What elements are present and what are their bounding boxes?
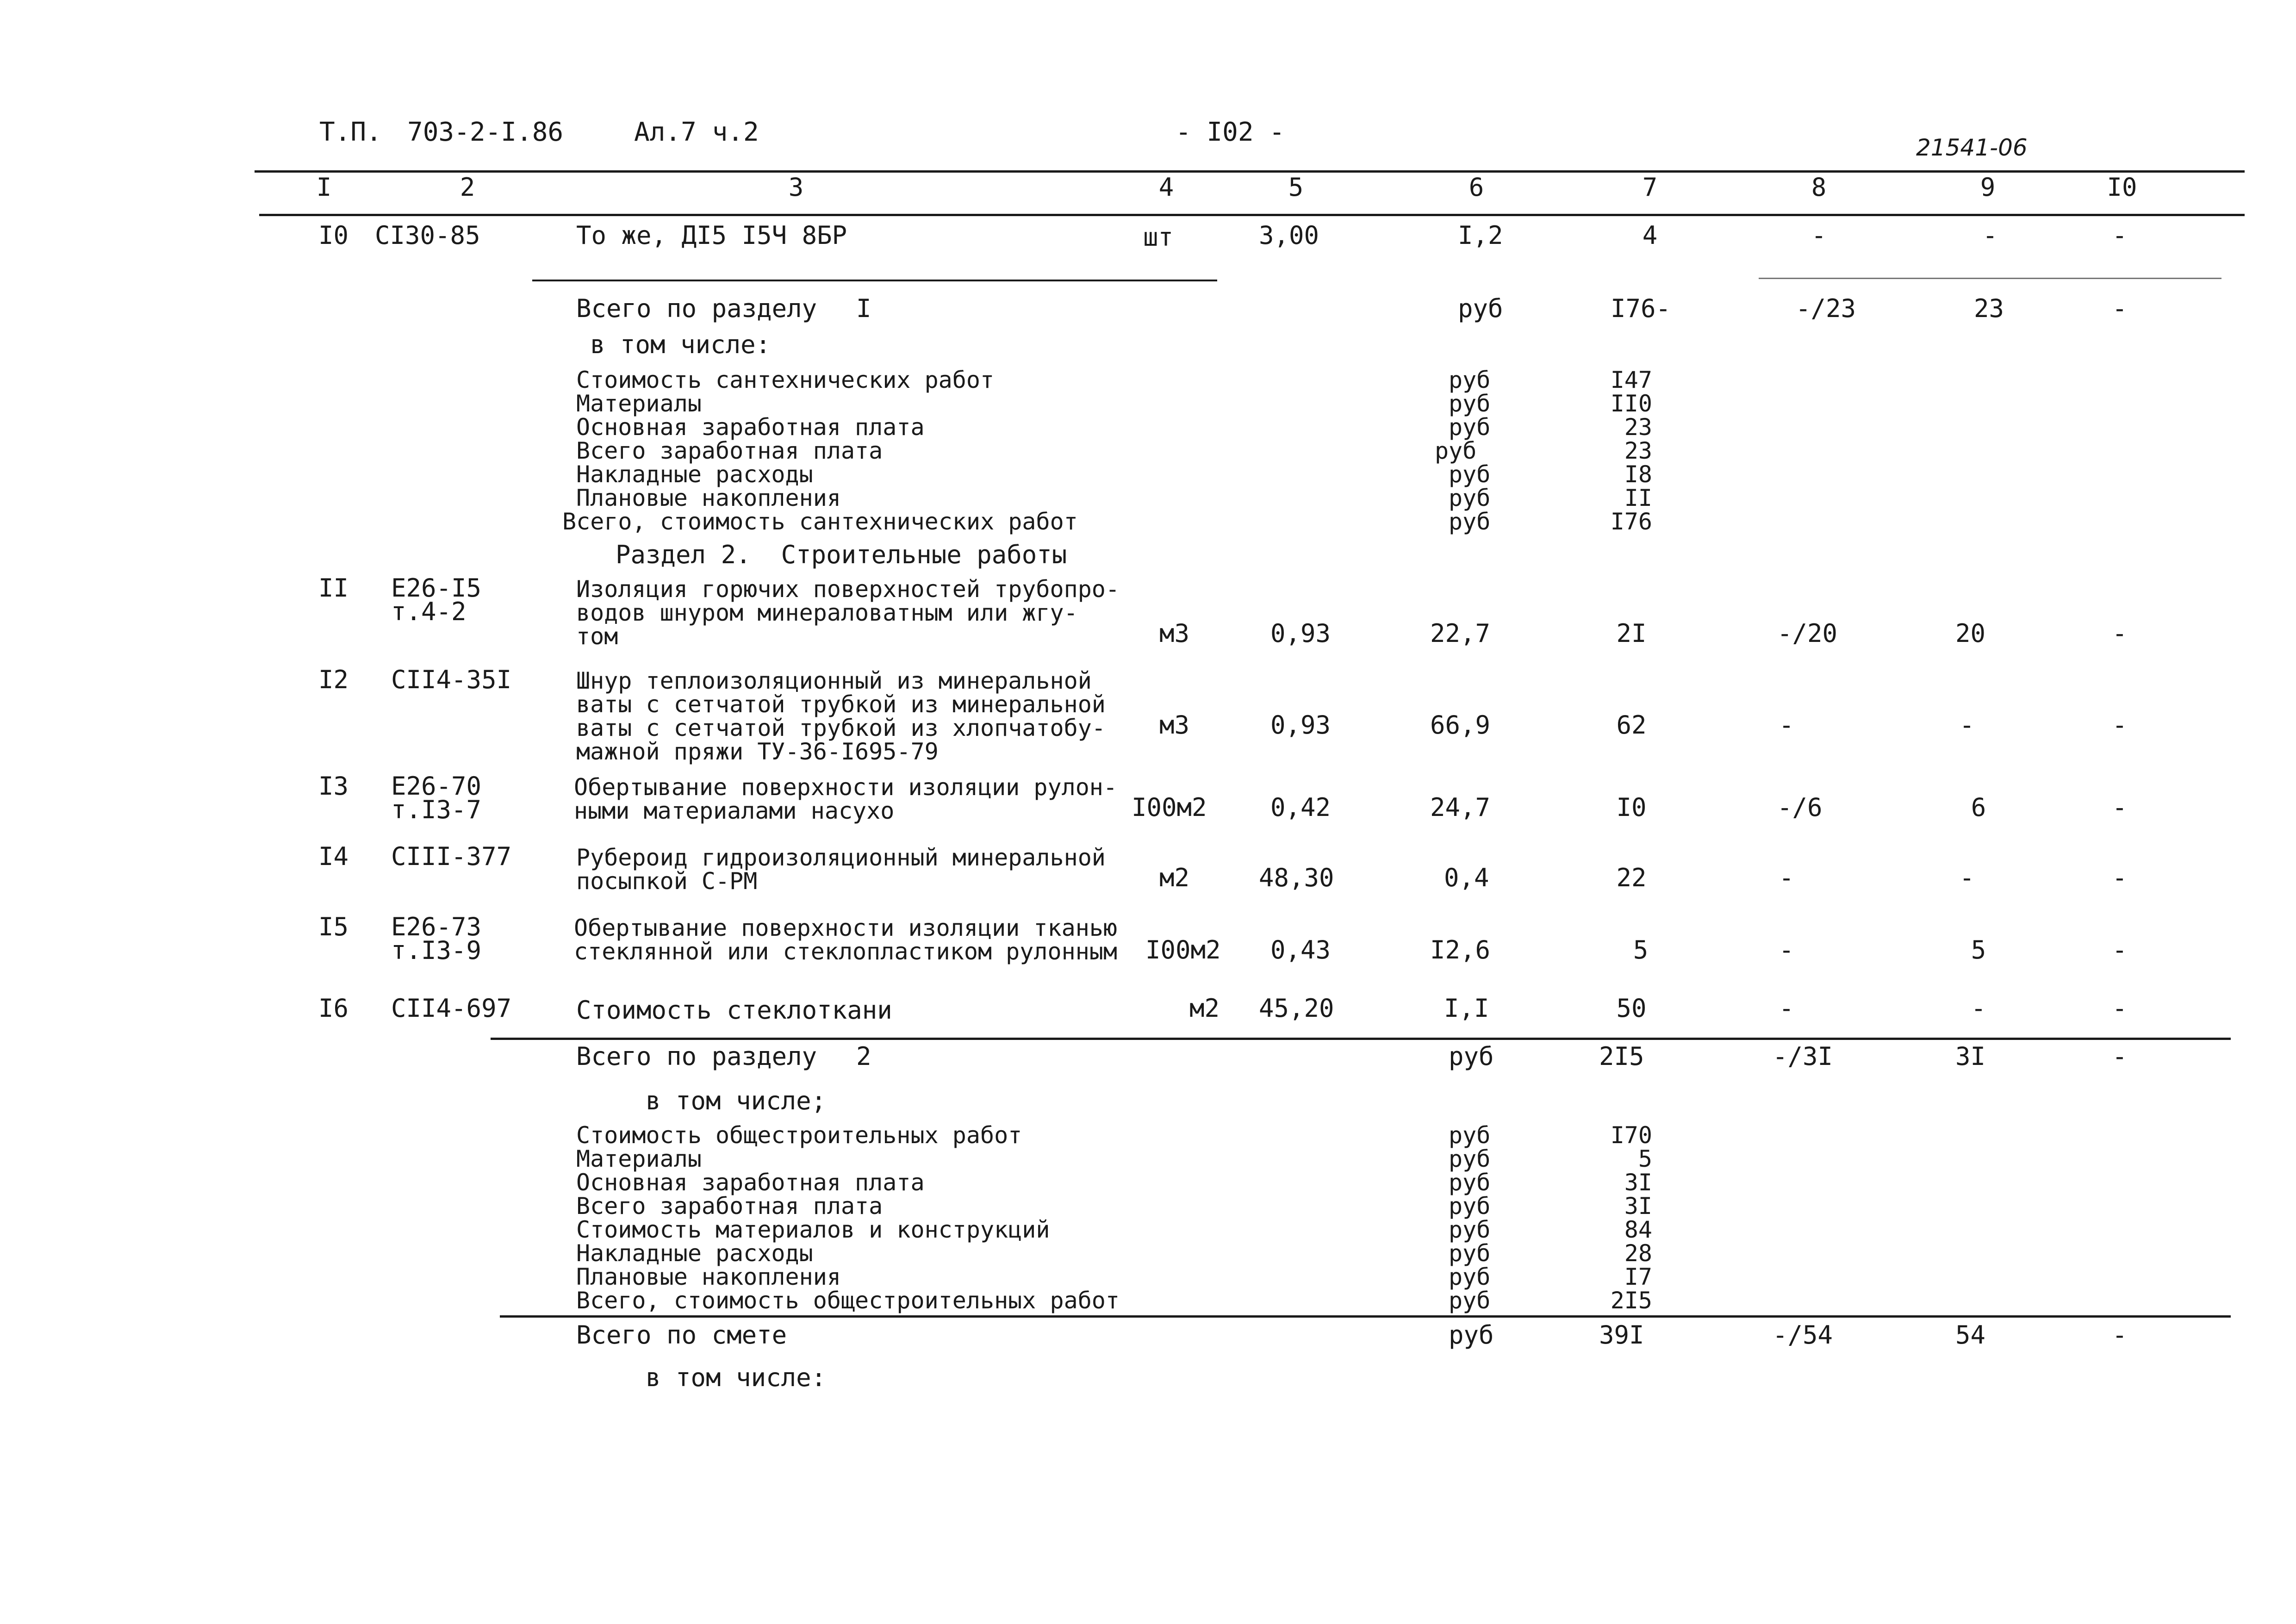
s2-item-unit: руб (1449, 1122, 1491, 1149)
row-unit: I00м2 (1132, 793, 1207, 822)
header-bottom-rule (259, 214, 2245, 216)
row-unit: шт (1143, 223, 1174, 252)
s2-item-value: 3I (1624, 1193, 1652, 1220)
section1-col8: -/23 (1796, 294, 1856, 323)
row-col10: - (2112, 710, 2128, 740)
row-total: I0 (1616, 793, 1647, 822)
s1-item-value: I8 (1624, 461, 1652, 488)
row-total: 4 (1642, 221, 1658, 250)
s2-item-unit: руб (1449, 1263, 1491, 1290)
col-head-6: 6 (1468, 173, 1484, 202)
col-head-9: 9 (1980, 173, 1996, 202)
s1-item-label: Материалы (576, 390, 702, 417)
row-total: 50 (1616, 994, 1647, 1023)
s2-item-label: Плановые накопления (576, 1263, 841, 1290)
s1-item-value: I76 (1610, 508, 1652, 535)
row-number: I2 (318, 665, 349, 694)
s1-item-value: I47 (1610, 367, 1652, 393)
row-name: Изоляция горючих поверхностей трубопро- (576, 576, 1120, 603)
col-head-8: 8 (1811, 173, 1827, 202)
section1-total-label: Всего по разделу (576, 294, 817, 323)
s1-item-value: II (1624, 485, 1652, 511)
row-col8: - (1779, 863, 1794, 892)
s1-item-label: Всего заработная плата (576, 437, 883, 464)
row-name: ваты с сетчатой трубкой из хлопчатобу- (576, 715, 1106, 741)
s2-item-label: Основная заработная плата (576, 1169, 925, 1196)
s2-item-unit: руб (1449, 1193, 1491, 1220)
row-unit: I00м2 (1145, 935, 1221, 964)
row-name: стеклянной или стеклопластиком рулонным (574, 938, 1117, 965)
row-unit: м3 (1159, 710, 1190, 740)
s1-item-label: Стоимость сантехнических работ (576, 367, 995, 393)
row-unit: м3 (1159, 619, 1190, 648)
row-price: 66,9 (1430, 710, 1491, 740)
section-rule (532, 280, 1217, 281)
col-head-3: 3 (788, 173, 804, 202)
section1-total: I76- (1611, 294, 1671, 323)
row-code: СI30-85 (375, 221, 480, 250)
row-qty: 48,30 (1259, 863, 1334, 892)
project-number: 703-2-I.86 (407, 117, 564, 147)
section-rule (500, 1315, 2231, 1318)
row-col10: - (2112, 935, 2128, 964)
row-col9: - (1959, 863, 1975, 892)
estimate-incl: в том числе: (646, 1363, 827, 1392)
section2-heading: Раздел 2. Строительные работы (616, 540, 1067, 569)
estimate-col8: -/54 (1773, 1320, 1833, 1350)
section1-incl: в том числе: (590, 330, 771, 359)
row-total: 2I (1616, 619, 1647, 648)
row-total: 5 (1633, 935, 1649, 964)
section2-total: 2I5 (1599, 1042, 1644, 1071)
section1-col10: - (2112, 294, 2128, 323)
s2-item-value: I70 (1610, 1122, 1652, 1149)
row-code: Е26-70 (391, 772, 482, 801)
row-qty: 0,93 (1270, 619, 1331, 648)
row-name: Рубероид гидроизоляционный минеральной (576, 844, 1106, 871)
row-col8: -/20 (1777, 619, 1838, 648)
s1-item-value: 23 (1624, 437, 1652, 464)
row-col10: - (2112, 994, 2128, 1023)
row-code: СII4-697 (391, 994, 512, 1023)
row-price: 0,4 (1444, 863, 1489, 892)
section2-col8: -/3I (1773, 1042, 1833, 1071)
row-code: СII4-35I (391, 665, 512, 694)
row-col10: - (2112, 619, 2128, 648)
s1-item-label: Всего, стоимость сантехнических работ (562, 508, 1078, 535)
page-number: - I02 - (1176, 117, 1285, 147)
s1-item-unit: руб (1449, 508, 1491, 535)
row-code: СIII-377 (391, 842, 512, 871)
row-price: 22,7 (1430, 619, 1491, 648)
row-col9: 5 (1971, 935, 1986, 964)
row-col9: 20 (1955, 619, 1986, 648)
row-price: I,I (1444, 994, 1489, 1023)
section2-col10: - (2112, 1042, 2128, 1071)
s1-item-label: Накладные расходы (576, 461, 813, 488)
row-number: I4 (318, 842, 349, 871)
s2-item-value: I7 (1624, 1263, 1652, 1290)
row-number: I3 (318, 772, 349, 801)
row-col10: - (2112, 221, 2128, 250)
row-name: Обертывание поверхности изоляции тканью (574, 915, 1117, 941)
s1-item-label: Плановые накопления (576, 485, 841, 511)
row-col9: - (1959, 710, 1975, 740)
table-top-rule (255, 170, 2245, 173)
archive-stamp: 21541-06 (1916, 134, 2028, 161)
s1-item-unit: руб (1449, 485, 1491, 511)
section1-number: I (856, 294, 871, 323)
s1-item-unit: руб (1449, 367, 1491, 393)
s2-item-unit: руб (1449, 1145, 1491, 1172)
s1-item-unit: руб (1449, 461, 1491, 488)
section-rule (491, 1038, 2231, 1040)
row-col8: -/6 (1777, 793, 1823, 822)
row-name: Шнур теплоизоляционный из минеральной (576, 667, 1092, 694)
row-number: I6 (318, 994, 349, 1023)
row-name: Обертывание поверхности изоляции рулон- (574, 774, 1117, 801)
section-rule (1759, 278, 2221, 279)
row-price: 24,7 (1430, 793, 1491, 822)
s2-item-label: Накладные расходы (576, 1240, 813, 1267)
row-unit: м2 (1159, 863, 1190, 892)
s1-item-label: Основная заработная плата (576, 414, 925, 441)
s1-item-unit: руб (1435, 437, 1477, 464)
row-qty: 0,42 (1270, 793, 1331, 822)
s1-item-value: II0 (1610, 390, 1652, 417)
estimate-col10: - (2112, 1320, 2128, 1350)
s2-item-label: Стоимость общестроительных работ (576, 1122, 1022, 1149)
s2-item-value: 84 (1624, 1216, 1652, 1243)
row-col9: - (1971, 994, 1986, 1023)
s2-item-label: Всего заработная плата (576, 1193, 883, 1220)
row-price: I,2 (1458, 221, 1503, 250)
row-qty: 45,20 (1259, 994, 1334, 1023)
col-head-4: 4 (1158, 173, 1174, 202)
section2-col9: 3I (1955, 1042, 1986, 1071)
s2-item-unit: руб (1449, 1216, 1491, 1243)
row-col10: - (2112, 863, 2128, 892)
section2-total-unit: руб (1449, 1042, 1494, 1071)
s2-item-value: 5 (1638, 1145, 1652, 1172)
col-head-7: 7 (1642, 173, 1658, 202)
album-ref: Ал.7 ч.2 (634, 117, 759, 147)
row-name: мажной пряжи ТУ-36-I695-79 (576, 738, 939, 765)
row-col8: - (1779, 710, 1794, 740)
section1-total-unit: руб (1458, 294, 1503, 323)
row-col8: - (1779, 935, 1794, 964)
s2-item-label: Стоимость материалов и конструкций (576, 1216, 1050, 1243)
doc-series: Т.П. (319, 117, 382, 147)
s2-item-label: Всего, стоимость общестроительных работ (576, 1287, 1120, 1314)
row-qty: 3,00 (1259, 221, 1319, 250)
row-qty: 0,93 (1270, 710, 1331, 740)
row-name: Стоимость стеклоткани (576, 996, 892, 1025)
col-head-5: 5 (1288, 173, 1304, 202)
section1-col9: 23 (1974, 294, 2004, 323)
row-col9: 6 (1971, 793, 1986, 822)
row-name: ными материалами насухо (574, 797, 895, 824)
estimate-col9: 54 (1955, 1320, 1986, 1350)
row-name: том (576, 623, 618, 650)
s2-item-value: 3I (1624, 1169, 1652, 1196)
row-code-table: т.I3-7 (391, 795, 482, 824)
s2-item-value: 2I5 (1610, 1287, 1652, 1314)
section2-total-label: Всего по разделу (576, 1042, 817, 1071)
s2-item-unit: руб (1449, 1169, 1491, 1196)
row-code: Е26-I5 (391, 573, 482, 603)
row-number: I5 (318, 912, 349, 941)
s1-item-unit: руб (1449, 414, 1491, 441)
col-head-1: I (316, 173, 332, 202)
row-name: ваты с сетчатой трубкой из минеральной (576, 691, 1106, 718)
estimate-total-label: Всего по смете (576, 1320, 787, 1350)
col-head-2: 2 (460, 173, 475, 202)
section2-number: 2 (856, 1042, 871, 1071)
row-col8: - (1811, 221, 1827, 250)
s2-item-unit: руб (1449, 1287, 1491, 1314)
row-name: посыпкой С-РМ (576, 868, 758, 895)
row-code-table: т.4-2 (391, 597, 467, 626)
s1-item-value: 23 (1624, 414, 1652, 441)
row-total: 22 (1616, 863, 1647, 892)
row-col9: - (1982, 221, 1998, 250)
row-unit: м2 (1189, 994, 1220, 1023)
s1-item-unit: руб (1449, 390, 1491, 417)
row-number: I0 (318, 221, 349, 250)
row-code-table: т.I3-9 (391, 936, 482, 965)
row-col8: - (1779, 994, 1794, 1023)
row-code: Е26-73 (391, 912, 482, 941)
row-total: 62 (1616, 710, 1647, 740)
s2-item-value: 28 (1624, 1240, 1652, 1267)
estimate-total-unit: руб (1449, 1320, 1494, 1350)
row-name: То же, ДI5 I5Ч 8БР (576, 221, 847, 250)
estimate-total: 39I (1599, 1320, 1644, 1350)
row-qty: 0,43 (1270, 935, 1331, 964)
s2-item-unit: руб (1449, 1240, 1491, 1267)
section2-incl: в том числе; (646, 1086, 827, 1115)
row-col10: - (2112, 793, 2128, 822)
row-price: I2,6 (1430, 935, 1491, 964)
s2-item-label: Материалы (576, 1145, 702, 1172)
col-head-10: I0 (2107, 173, 2137, 202)
row-name: водов шнуром минераловатным или жгу- (576, 599, 1078, 626)
row-number: II (318, 573, 349, 603)
